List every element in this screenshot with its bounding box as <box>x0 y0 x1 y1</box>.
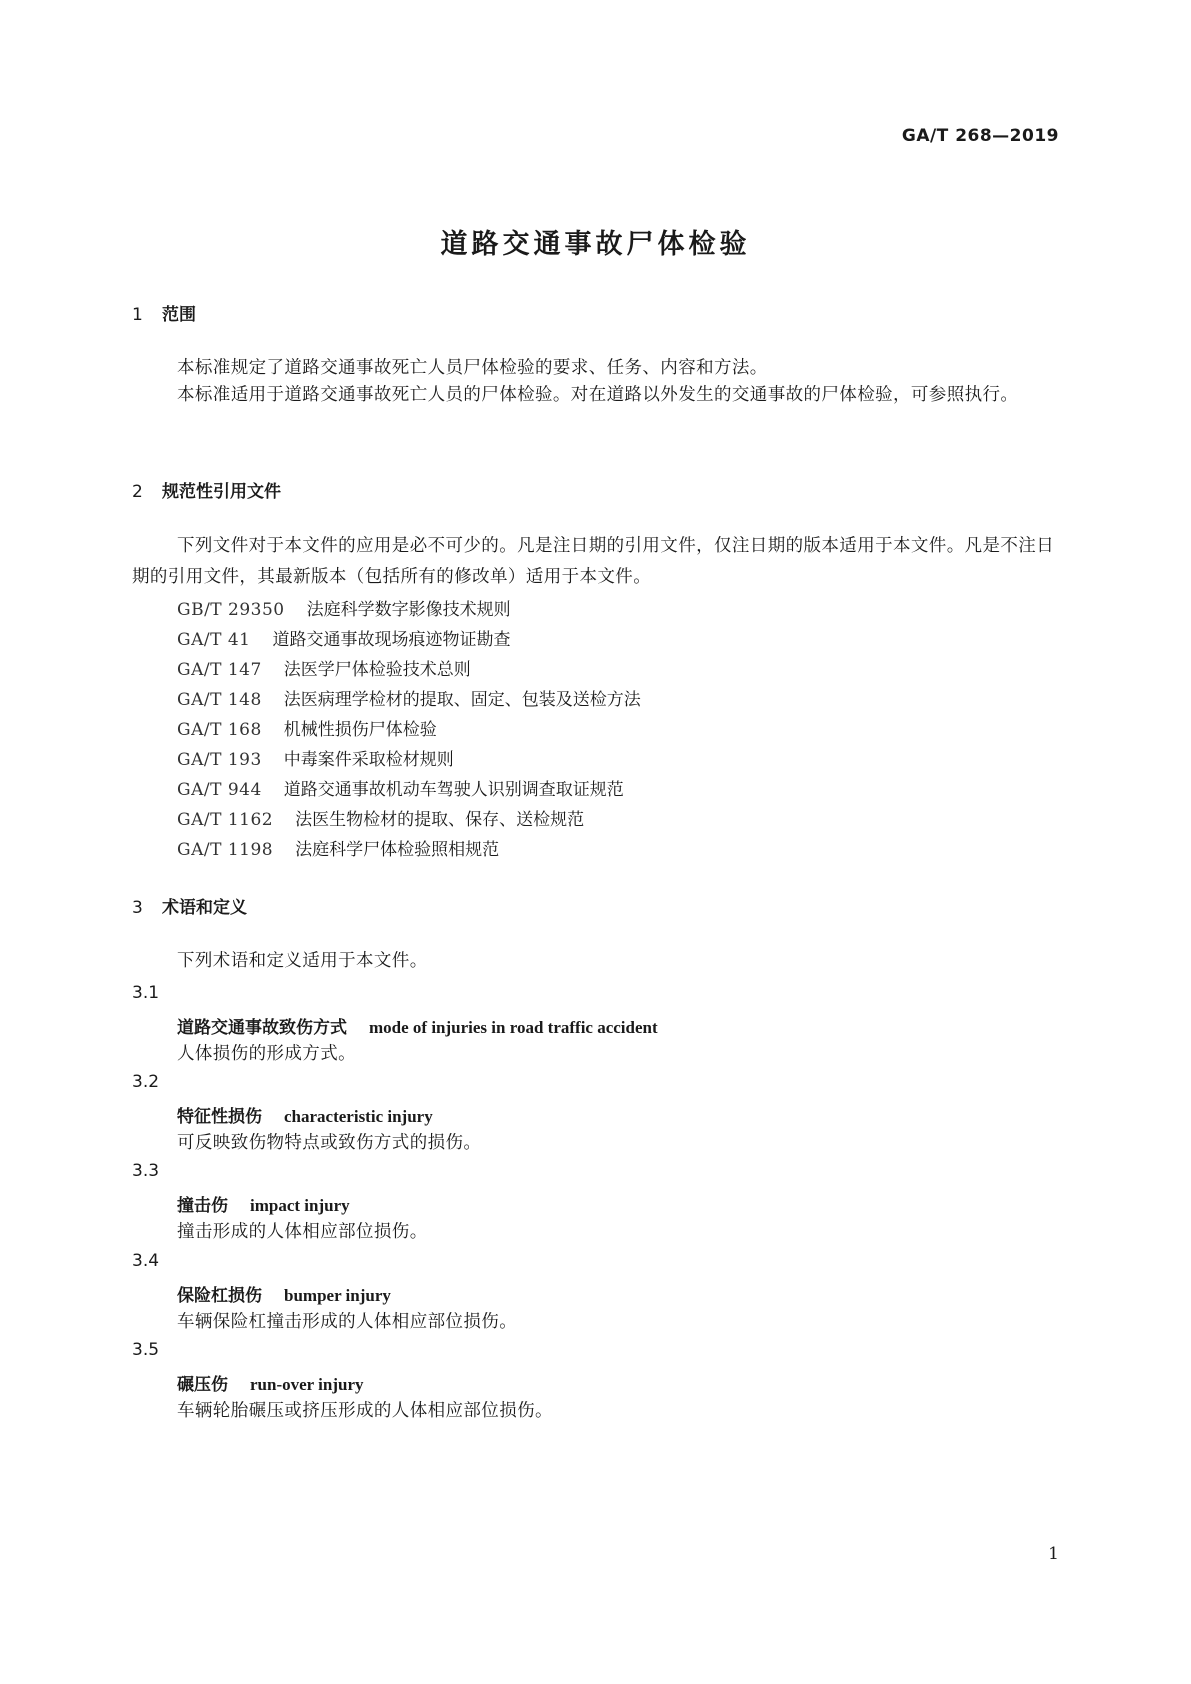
document-title: 道路交通事故尸体检验 <box>440 229 751 260</box>
term-zh: 撞击伤 <box>177 1196 228 1216</box>
reference-item <box>177 745 454 770</box>
reference-code: GB/T 29350 <box>177 600 285 620</box>
reference-code: GA/T 1198 <box>177 840 274 860</box>
term-en: bumper injury <box>284 1286 391 1305</box>
reference-title: 法庭科学数字影像技术规则 <box>306 600 511 620</box>
section-heading-terms <box>132 893 247 918</box>
term-zh: 保险杠损伤 <box>177 1286 262 1306</box>
term-definition: 撞击形成的人体相应部位损伤。 <box>177 1222 428 1242</box>
scope-paragraph-2: 本标准适用于道路交通事故死亡人员的尸体检验。对在道路以外发生的交通事故的尸体检验，可参照执行。 <box>177 385 1019 405</box>
term-heading <box>177 1013 658 1038</box>
section-number: 1 <box>132 305 143 325</box>
section-number: 3 <box>132 898 143 918</box>
normative-intro: 下列文件对于本文件的应用是必不可少的。凡是注日期的引用文件，仅注日期的版本适用于本文件。凡是不注日期的引用文件，其最新版本（包括所有的修改单）适用于本文件。 <box>132 536 1055 587</box>
term-en: run-over injury <box>250 1375 364 1394</box>
term-definition: 可反映致伤物特点或致伤方式的损伤。 <box>177 1133 482 1153</box>
section-heading-normative-references <box>132 477 281 502</box>
reference-code: GA/T 147 <box>177 660 262 680</box>
section-title: 规范性引用文件 <box>162 482 281 502</box>
term-definition: 车辆轮胎碾压或挤压形成的人体相应部位损伤。 <box>177 1401 553 1421</box>
section-title: 术语和定义 <box>162 898 247 918</box>
term-zh: 碾压伤 <box>177 1375 228 1395</box>
reference-item <box>177 655 471 680</box>
term-zh: 道路交通事故致伤方式 <box>177 1018 347 1038</box>
term-heading <box>177 1281 391 1306</box>
term-number: 3.2 <box>132 1072 160 1092</box>
reference-title: 法医病理学检材的提取、固定、包装及送检方法 <box>283 690 641 710</box>
term-definition: 车辆保险杠撞击形成的人体相应部位损伤。 <box>177 1312 518 1332</box>
reference-title: 道路交通事故现场痕迹物证勘查 <box>272 630 511 650</box>
term-en: impact injury <box>250 1196 350 1215</box>
standard-number: GA/T 268—2019 <box>901 126 1059 146</box>
reference-item <box>177 595 511 620</box>
reference-code: GA/T 148 <box>177 690 262 710</box>
reference-code: GA/T 41 <box>177 630 251 650</box>
reference-code: GA/T 193 <box>177 750 262 770</box>
reference-title: 道路交通事故机动车驾驶人识别调查取证规范 <box>283 780 624 800</box>
section-title: 范围 <box>162 305 196 325</box>
reference-code: GA/T 944 <box>177 780 262 800</box>
term-definition: 人体损伤的形成方式。 <box>177 1044 356 1064</box>
reference-title: 法医学尸体检验技术总则 <box>283 660 471 680</box>
reference-item <box>177 625 510 650</box>
section-number: 2 <box>132 482 143 502</box>
term-en: characteristic injury <box>284 1107 433 1126</box>
term-number: 3.4 <box>132 1251 160 1271</box>
terms-intro: 下列术语和定义适用于本文件。 <box>177 951 428 971</box>
reference-code: GA/T 168 <box>177 720 262 740</box>
reference-code: GA/T 1162 <box>177 810 274 830</box>
reference-title: 中毒案件采取检材规则 <box>283 750 454 770</box>
reference-title: 法医生物检材的提取、保存、送检规范 <box>295 810 585 830</box>
reference-item <box>177 715 437 740</box>
reference-title: 法庭科学尸体检验照相规范 <box>295 840 500 860</box>
term-heading <box>177 1102 433 1127</box>
term-en: mode of injuries in road traffic accident <box>369 1018 658 1037</box>
reference-title: 机械性损伤尸体检验 <box>283 720 437 740</box>
term-heading <box>177 1191 350 1216</box>
scope-paragraph-1: 本标准规定了道路交通事故死亡人员尸体检验的要求、任务、内容和方法。 <box>177 358 768 378</box>
term-number: 3.3 <box>132 1161 160 1181</box>
page-number: 1 <box>1048 1544 1059 1564</box>
reference-item <box>177 685 641 710</box>
reference-item <box>177 805 584 830</box>
reference-item <box>177 835 499 860</box>
term-zh: 特征性损伤 <box>177 1107 262 1127</box>
reference-item <box>177 775 624 800</box>
term-number: 3.1 <box>132 983 160 1003</box>
term-number: 3.5 <box>132 1340 160 1360</box>
section-heading-scope <box>132 300 196 325</box>
term-heading <box>177 1370 364 1395</box>
